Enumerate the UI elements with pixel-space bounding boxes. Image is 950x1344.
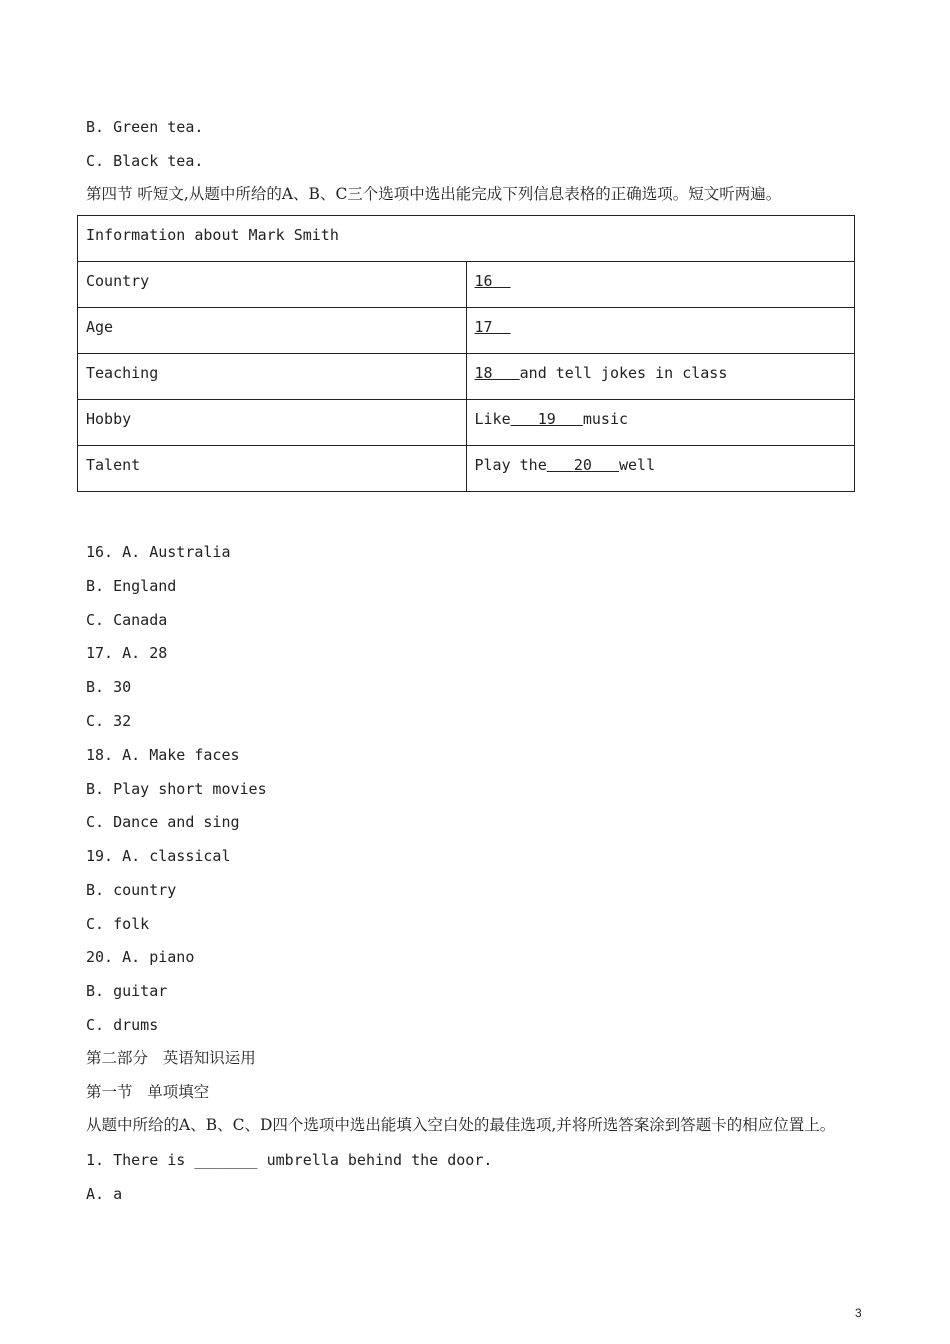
table-label: Hobby [78,400,467,446]
option-line: B. England [86,577,177,595]
table-row [78,308,855,354]
blank-number: 18 [474,364,493,382]
blank-number: 19 [537,410,556,428]
option-line: C. Canada [86,611,168,629]
option-line: 18. A. Make faces [86,746,240,764]
table-text: Play the [474,456,547,474]
option-line: A. a [86,1185,123,1203]
question-text: 1. There is _______ umbrella behind the door. [86,1151,493,1169]
section-instruction: 第四节 听短文,从题中所给的A、B、C三个选项中选出能完成下列信息表格的正确选项。短文听两遍。 [86,185,782,203]
table-text: music [582,410,629,428]
option-line: 16. A. Australia [86,543,231,561]
info-table [77,215,855,492]
table-value [466,400,855,446]
table-value [466,308,855,354]
table-label: Teaching [78,354,467,400]
table-row [78,262,855,308]
table-text: Like [474,410,511,428]
table-label: Country [78,262,467,308]
option-line: B. Play short movies [86,780,267,798]
option-line: C. drums [86,1016,159,1034]
option-line: B. guitar [86,982,168,1000]
table-text: and tell jokes in class [519,364,728,382]
page-number: 3 [855,1306,862,1320]
option-line: B. Green tea. [86,118,204,136]
blank-number: 20 [573,456,592,474]
section-instruction: 从题中所给的A、B、C、D四个选项中选出能填入空白处的最佳选项,并将所选答案涂到答题卡的相应位置上。 [86,1116,836,1134]
table-text: well [619,456,656,474]
blank-number: 17 [474,318,493,336]
table-label: Age [78,308,467,354]
option-line: 19. A. classical [86,847,231,865]
option-line: 17. A. 28 [86,644,168,662]
option-line: 20. A. piano [86,948,195,966]
option-line: C. Black tea. [86,152,204,170]
option-line: B. country [86,881,177,899]
blank-number: 16 [474,272,493,290]
table-row [78,446,855,492]
table-row [78,354,855,400]
option-line: C. 32 [86,712,132,730]
table-label: Talent [78,446,467,492]
section-title: 第一节 单项填空 [86,1083,210,1101]
option-line: C. folk [86,915,150,933]
table-value [466,446,855,492]
part-title: 第二部分 英语知识运用 [86,1049,256,1067]
option-line: B. 30 [86,678,132,696]
table-value [466,354,855,400]
table-row [78,216,855,262]
option-line: C. Dance and sing [86,813,240,831]
table-row [78,400,855,446]
table-title: Information about Mark Smith [78,216,855,262]
table-value [466,262,855,308]
